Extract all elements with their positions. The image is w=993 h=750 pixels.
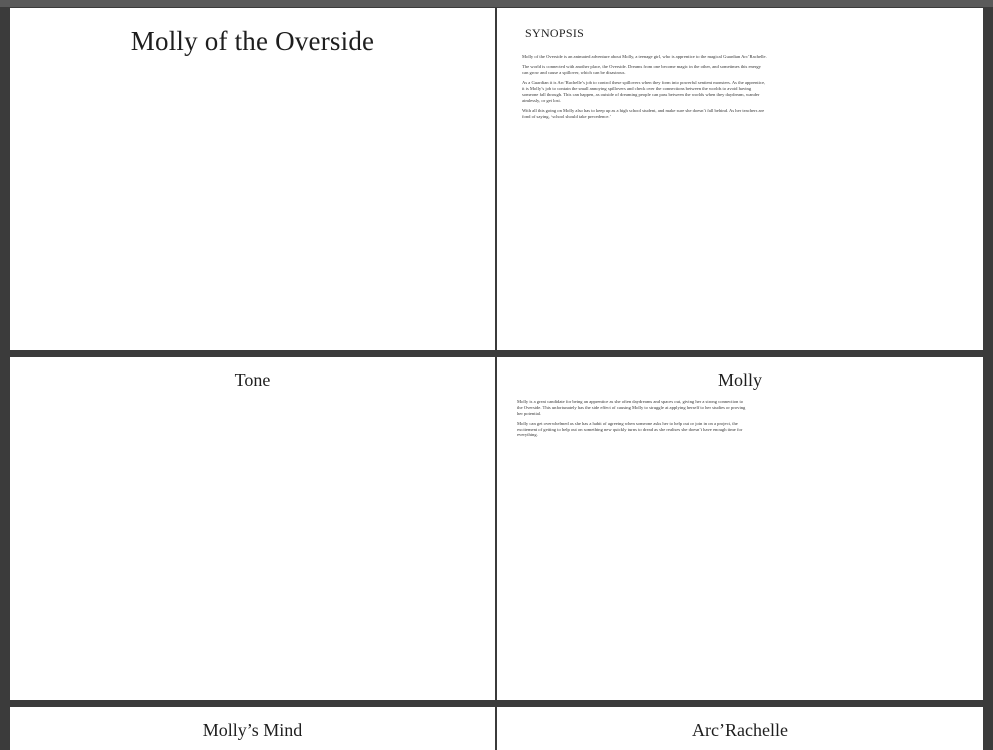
synopsis-body xyxy=(522,54,767,124)
section-title-tone: Tone xyxy=(234,370,271,390)
section-title-molly-text: Molly xyxy=(717,370,762,390)
molly-body xyxy=(517,399,747,443)
page-6[interactable] xyxy=(497,707,983,750)
section-title-arc-rachelle: Arc’Rachelle xyxy=(692,720,788,740)
section-title-mollys-mind: Molly’s Mind xyxy=(202,720,303,740)
page-3[interactable] xyxy=(10,357,495,700)
page-2[interactable] xyxy=(497,8,983,350)
synopsis-paragraph-2: The world is connected with another place, the Overside. Dreams from one become magic in the other, and sometimes this energy can grow and cause a spillover, which can be disastrous. xyxy=(522,64,761,75)
viewer-top-bar xyxy=(0,0,993,7)
synopsis-paragraph-3: As a Guardian it is Arc’Rachelle’s job to control these spillovers when they form into powerful sentient monsters. As the apprentice, it is Molly’s job to contain the small annoying spillovers and check over the connections between the worlds to avoid having someone fall through. This can happen, as outside of dreaming people can pass between the worlds when they daydream, wander aimlessly, or get lost. xyxy=(522,80,766,103)
section-title-molly xyxy=(497,370,983,391)
synopsis-paragraph-4: With all this going on Molly also has to keep up as a high school student, and make sure she doesn’t fall behind. As her teachers are fond of saying, ‘school should take precedence.’ xyxy=(522,107,765,119)
page-1[interactable] xyxy=(10,8,495,350)
page-4[interactable] xyxy=(497,357,983,700)
molly-paragraph-1: Molly is a great candidate for being an apprentice as she often daydreams and spaces out, giving her a strong connection to the Overside. This unfortunately has the side effect of causing Molly to struggle at applying herself to her studies or proving her potential. xyxy=(517,399,746,416)
synopsis-heading: SYNOPSIS xyxy=(525,26,585,40)
page-title: Molly of the Overside xyxy=(130,26,375,56)
page-5[interactable] xyxy=(10,707,495,750)
synopsis-paragraph-1: Molly of the Overside is an animated adventure about Molly, a teenage girl, who is apprentice to the magical Guardian Arc’Rachelle. xyxy=(522,54,767,59)
molly-paragraph-2: Molly can get overwhelmed as she has a habit of agreeing when someone asks her to help out or join in on a project, the excitement of getting to help out on something new quickly turns to dread as she realises she doesn’t have enough time for everything. xyxy=(517,420,743,438)
